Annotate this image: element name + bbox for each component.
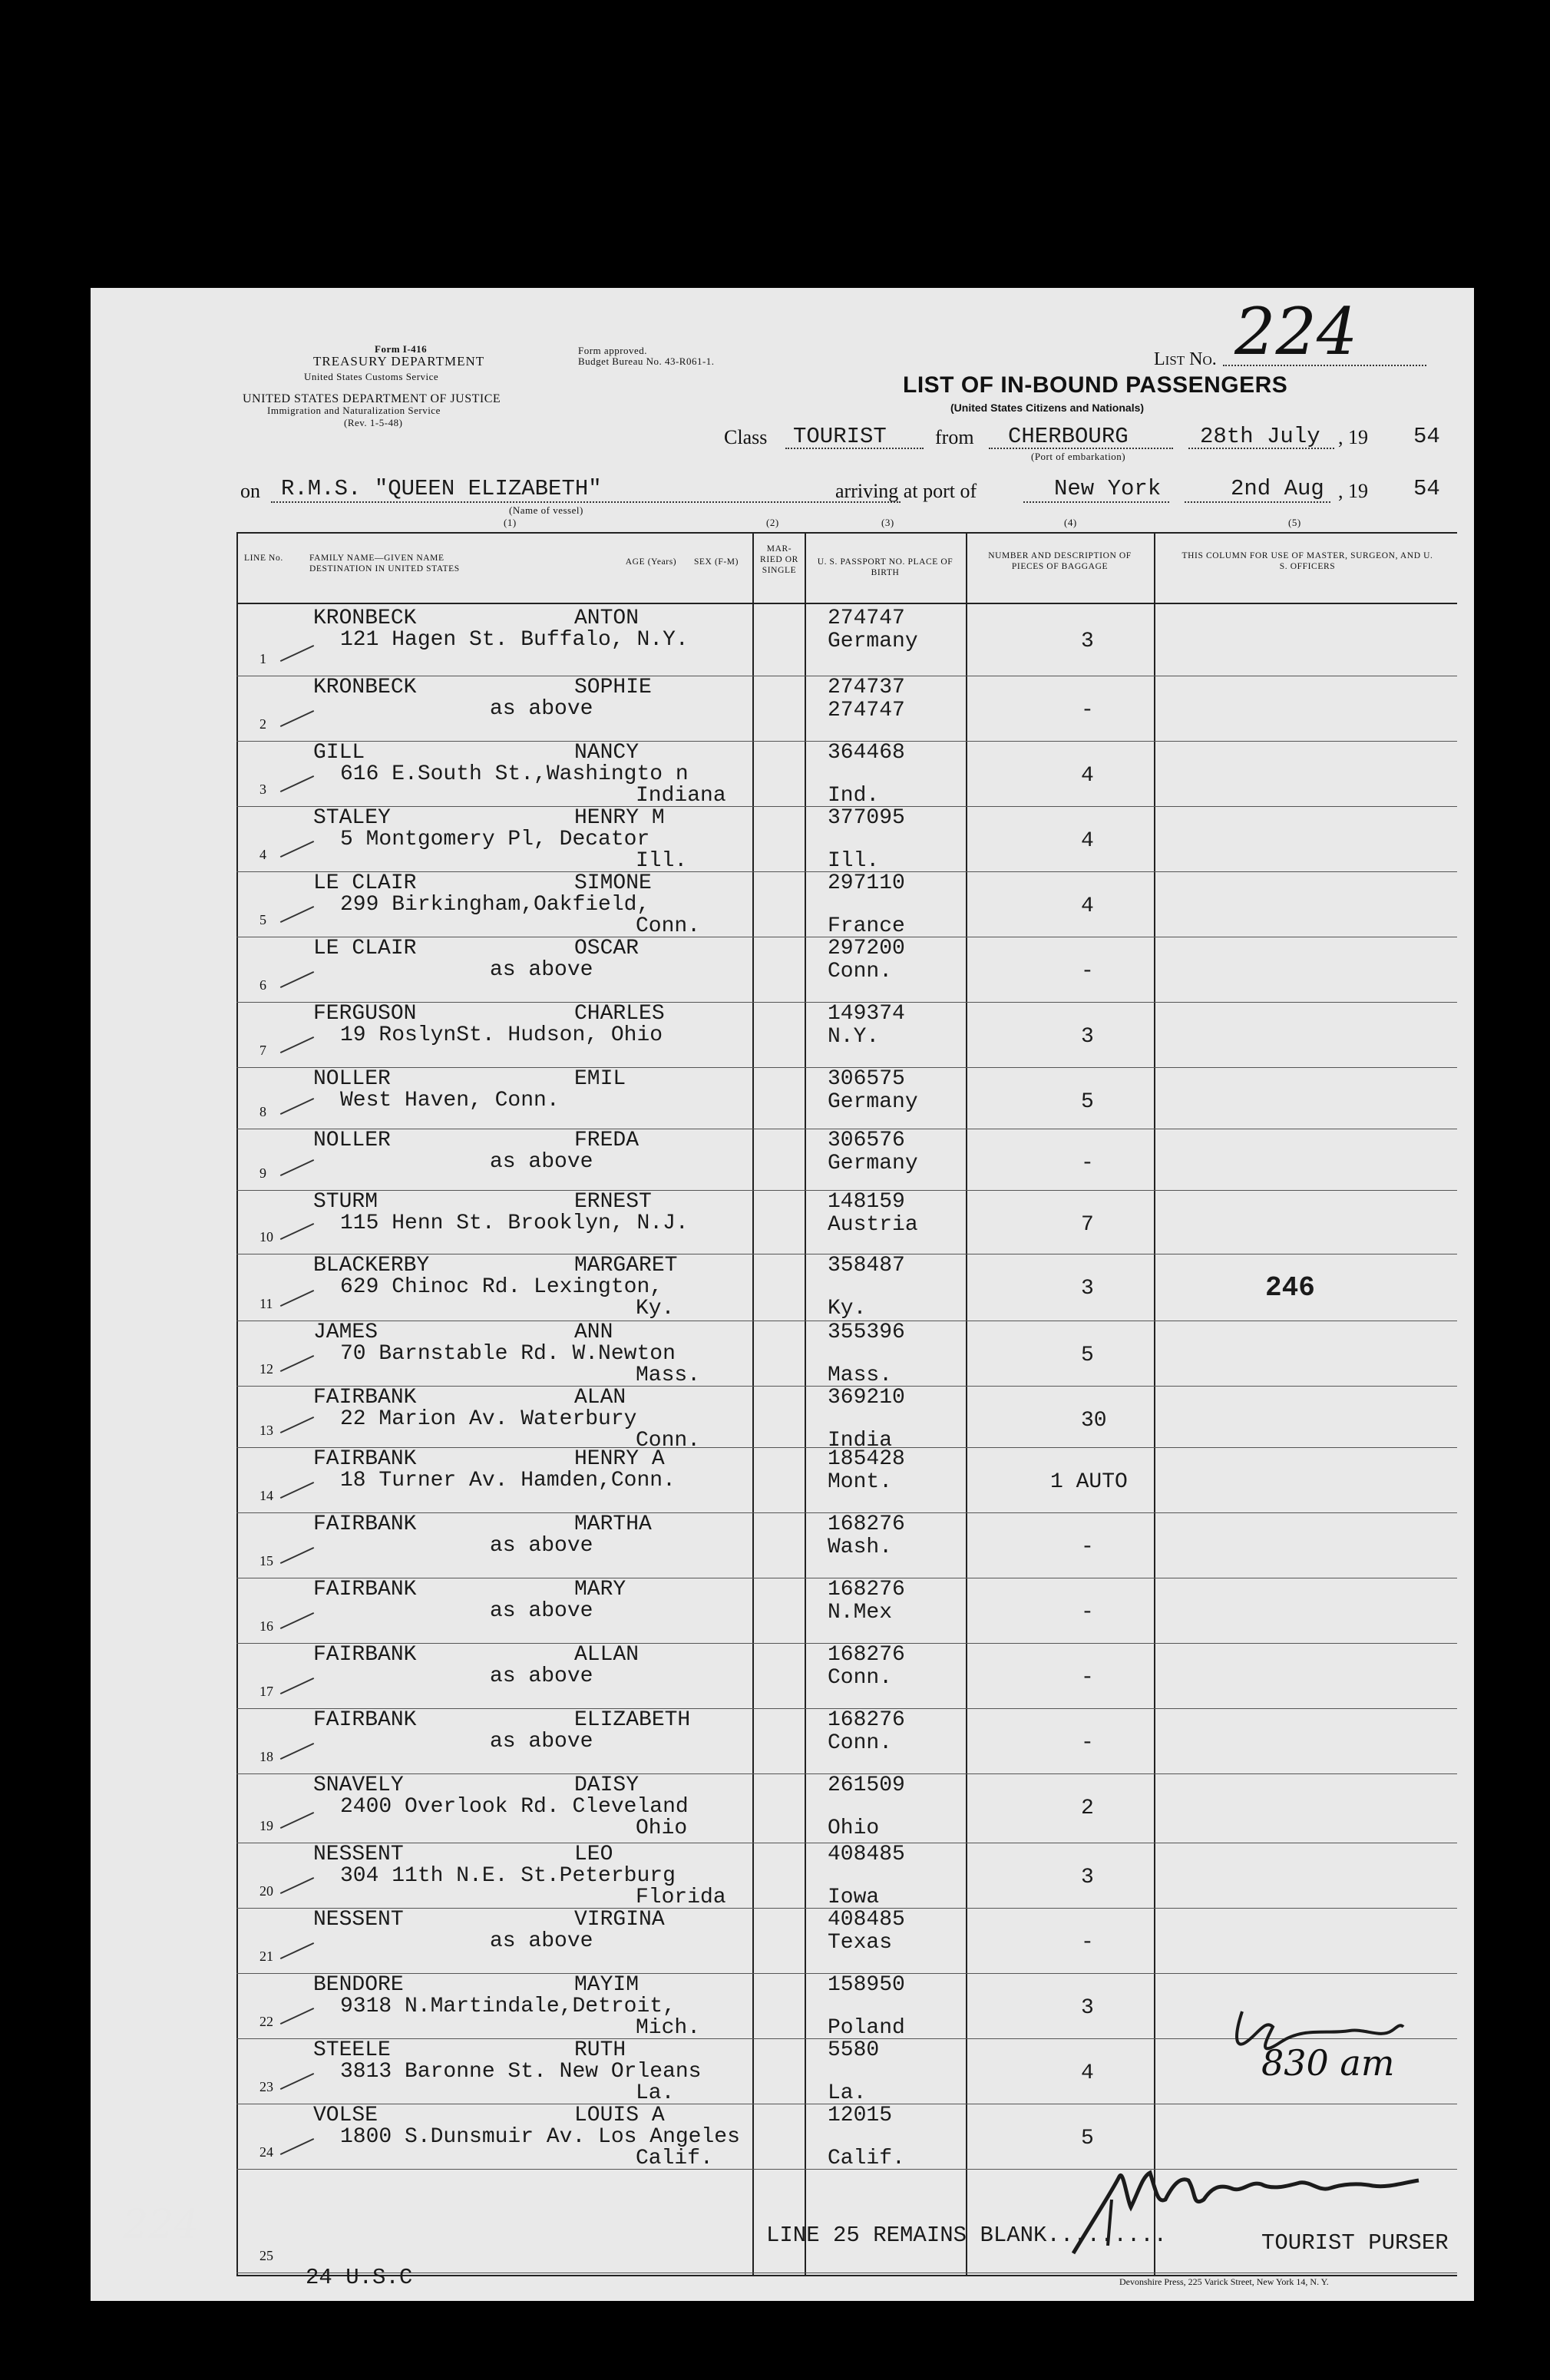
table-row [236, 1190, 1457, 1254]
place-of-birth: Mont. [828, 1470, 893, 1494]
passport-number: 168276 [828, 1708, 905, 1732]
baggage-count: 3 [1081, 1866, 1094, 1889]
col-num-2: (2) [766, 517, 779, 528]
check-mark [280, 1547, 314, 1564]
line-number: 7 [259, 1043, 266, 1058]
class-label: Class [724, 426, 768, 448]
baggage-count: 5 [1081, 2127, 1094, 2150]
check-mark [280, 971, 314, 988]
destination: 121 Hagen St. Buffalo, N.Y. [340, 628, 689, 652]
header-sex: SEX (F-M) [693, 557, 739, 567]
passport-number: 274747 [828, 607, 905, 630]
destination: 5 Montgomery Pl, Decator [340, 828, 650, 851]
given-name: MARGARET [574, 1254, 678, 1278]
check-mark [280, 1355, 314, 1372]
check-mark [280, 2008, 314, 2025]
given-name: RUTH [574, 2038, 626, 2062]
given-name: ANTON [574, 607, 639, 630]
line-number: 10 [259, 1229, 273, 1245]
passport-number: 377095 [828, 806, 905, 830]
table-row [236, 1386, 1457, 1453]
passport-number: 364468 [828, 741, 905, 765]
place-of-birth: Austria [828, 1213, 918, 1237]
place-of-birth: Conn. [828, 1731, 893, 1755]
arrival-year-prefix: , 19 [1338, 480, 1368, 502]
line-number: 24 [259, 2144, 273, 2160]
place-of-birth: N.Mex [828, 1601, 893, 1625]
destination: 629 Chinoc Rd. Lexington, [340, 1275, 663, 1299]
family-name: STALEY [313, 806, 391, 830]
col-num-4: (4) [1064, 517, 1077, 528]
dept-treasury: TREASURY DEPARTMENT [313, 354, 485, 369]
family-name: BLACKERBY [313, 1254, 430, 1278]
check-mark [280, 645, 314, 662]
given-name: MAYIM [574, 1973, 639, 1997]
dept-justice-sub: Immigration and Naturalization Service [267, 405, 441, 416]
check-mark [280, 1877, 314, 1894]
baggage-count: 4 [1081, 894, 1094, 918]
family-name: LE CLAIR [313, 871, 417, 895]
table-row [236, 1512, 1457, 1578]
destination: 1800 S.Dunsmuir Av. Los Angeles [340, 2125, 740, 2149]
given-name: FREDA [574, 1129, 639, 1152]
family-name: FAIRBANK [313, 1708, 417, 1732]
check-mark [280, 1678, 314, 1694]
from-label: from [935, 426, 974, 448]
from-line [989, 448, 1173, 449]
from-value: CHERBOURG [1008, 424, 1129, 449]
place-of-birth: Ohio [828, 1816, 880, 1840]
place-of-birth: Texas [828, 1931, 893, 1955]
officer-note: 246 [1265, 1272, 1315, 1304]
given-name: HENRY A [574, 1447, 665, 1471]
line-number: 22 [259, 2014, 273, 2029]
passport-number: 168276 [828, 1578, 905, 1602]
line-number: 23 [259, 2079, 273, 2094]
place-of-birth: Poland [828, 2016, 905, 2040]
destination: 3813 Baronne St. New Orleans [340, 2060, 702, 2084]
destination: as above [490, 1664, 593, 1688]
destination: 22 Marion Av. Waterbury [340, 1407, 637, 1431]
given-name: NANCY [574, 741, 639, 765]
family-name: NESSENT [313, 1843, 404, 1866]
statute-reference: 24 U.S.C [306, 2265, 413, 2290]
passport-number: 168276 [828, 1643, 905, 1667]
baggage-count: - [1081, 960, 1094, 983]
line-number: 16 [259, 1618, 273, 1634]
line-number: 20 [259, 1883, 273, 1899]
port-note: (Port of embarkation) [1031, 451, 1126, 462]
baggage-count: 1 AUTO [1050, 1470, 1128, 1494]
baggage-count: 5 [1081, 1090, 1094, 1114]
family-name: JAMES [313, 1321, 378, 1344]
line-number: 19 [259, 1818, 273, 1833]
departure-year: 54 [1413, 424, 1440, 449]
header-destination: DESTINATION IN UNITED STATES [309, 564, 460, 574]
purser-signature [1066, 2146, 1465, 2265]
passport-number: 369210 [828, 1386, 905, 1410]
given-name: LEO [574, 1843, 613, 1866]
given-name: MARTHA [574, 1512, 652, 1536]
passport-number: 306575 [828, 1067, 905, 1091]
place-of-birth: 274747 [828, 699, 905, 722]
line-number: 21 [259, 1949, 273, 1964]
margin-list-number: 224 [123, 2202, 200, 2248]
place-of-birth: Calif. [828, 2147, 905, 2170]
place-of-birth: Germany [828, 1090, 918, 1114]
family-name: NESSENT [313, 1908, 404, 1932]
baggage-count: - [1081, 1666, 1094, 1690]
check-mark [280, 1098, 314, 1115]
arriving-label: arriving at port of [835, 480, 977, 502]
line-number: 25 [259, 2248, 273, 2263]
departure-date: 28th July [1200, 424, 1320, 449]
line-number: 13 [259, 1423, 273, 1438]
destination-state: Ky. [636, 1297, 675, 1321]
table-row [236, 1708, 1457, 1774]
departure-year-prefix: , 19 [1338, 426, 1368, 448]
list-no-value: 224 [1234, 294, 1358, 369]
check-mark [280, 1290, 314, 1307]
baggage-count: 3 [1081, 1025, 1094, 1049]
place-of-birth: Conn. [828, 1666, 893, 1690]
baggage-count: 4 [1081, 764, 1094, 788]
line-number: 6 [259, 977, 266, 993]
baggage-count: - [1081, 1535, 1094, 1559]
place-of-birth: N.Y. [828, 1025, 880, 1049]
remains-blank-note: LINE 25 REMAINS BLANK......... [766, 2223, 1168, 2248]
given-name: ELIZABETH [574, 1708, 691, 1732]
passport-number: 149374 [828, 1002, 905, 1026]
class-value: TOURIST [793, 424, 887, 449]
table-row [236, 1321, 1457, 1387]
budget-bureau: Budget Bureau No. 43-R061-1. [578, 355, 715, 367]
destination-state: Conn. [636, 1429, 701, 1453]
col-num-3: (3) [881, 517, 894, 528]
line-number: 18 [259, 1749, 273, 1764]
family-name: GILL [313, 741, 365, 765]
line-number: 11 [259, 1296, 273, 1311]
header-married: MAR-RIED OR SINGLE [760, 544, 798, 575]
family-name: STURM [313, 1190, 378, 1214]
line-number: 1 [259, 651, 266, 666]
table-row [236, 1643, 1457, 1709]
place-of-birth: Iowa [828, 1886, 880, 1909]
baggage-count: - [1081, 1152, 1094, 1175]
place-of-birth: Ind. [828, 784, 880, 808]
header-officers: THIS COLUMN FOR USE OF MASTER, SURGEON, AND U. S. OFFICERS [1182, 551, 1433, 571]
line-number: 2 [259, 716, 266, 732]
manifest-page [91, 288, 1474, 2301]
given-name: MARY [574, 1578, 626, 1602]
destination: as above [490, 697, 593, 721]
destination: 9318 N.Martindale,Detroit, [340, 1995, 676, 2018]
vessel-line [271, 501, 901, 503]
passport-number: 185428 [828, 1447, 905, 1471]
check-mark [280, 775, 314, 792]
table-row [236, 1578, 1457, 1644]
given-name: OSCAR [574, 937, 639, 960]
baggage-count: 30 [1081, 1409, 1107, 1433]
header-age: AGE (Years) [625, 557, 677, 567]
passport-number: 306576 [828, 1129, 905, 1152]
arrival-port-line [1023, 501, 1169, 503]
destination-state: Mass. [636, 1364, 701, 1387]
family-name: FERGUSON [313, 1002, 417, 1026]
line-number: 8 [259, 1104, 266, 1119]
destination-state: Florida [636, 1886, 726, 1909]
family-name: VOLSE [313, 2104, 378, 2127]
purser-label: TOURIST PURSER [1261, 2230, 1449, 2256]
check-mark [280, 1612, 314, 1629]
check-mark [280, 1482, 314, 1499]
given-name: ALLAN [574, 1643, 639, 1667]
destination-state: Indiana [636, 784, 726, 808]
place-of-birth: Ill. [828, 849, 880, 873]
destination: 19 RoslynSt. Hudson, Ohio [340, 1023, 663, 1047]
header-family-name: FAMILY NAME—GIVEN NAME [309, 554, 445, 563]
family-name: NOLLER [313, 1067, 391, 1091]
destination: 2400 Overlook Rd. Cleveland [340, 1795, 689, 1819]
given-name: EMIL [574, 1067, 626, 1091]
check-mark [280, 1159, 314, 1176]
place-of-birth: Ky. [828, 1297, 867, 1321]
given-name: SOPHIE [574, 676, 652, 699]
place-of-birth: Germany [828, 630, 918, 653]
family-name: FAIRBANK [313, 1512, 417, 1536]
family-name: FAIRBANK [313, 1578, 417, 1602]
passport-number: 5580 [828, 2038, 880, 2062]
table-row [236, 1843, 1457, 1909]
passport-number: 12015 [828, 2104, 893, 2127]
table-row [236, 1773, 1457, 1843]
family-name: FAIRBANK [313, 1643, 417, 1667]
vessel-name: R.M.S. "QUEEN ELIZABETH" [281, 476, 602, 501]
destination: as above [490, 1599, 593, 1623]
page-title: LIST OF IN-BOUND PASSENGERS [903, 372, 1288, 398]
given-name: LOUIS A [574, 2104, 665, 2127]
table-row [236, 741, 1457, 807]
destination: West Haven, Conn. [340, 1089, 560, 1112]
place-of-birth: La. [828, 2081, 867, 2105]
form-number: Form I-416 [375, 343, 428, 355]
destination-state: Conn. [636, 914, 701, 938]
baggage-count: 3 [1081, 1996, 1094, 2020]
passport-number: 148159 [828, 1190, 905, 1214]
printer-credit: Devonshire Press, 225 Varick Street, New York 14, N. Y. [1119, 2276, 1329, 2287]
family-name: STEELE [313, 2038, 391, 2062]
passport-number: 358487 [828, 1254, 905, 1278]
baggage-count: - [1081, 1731, 1094, 1755]
given-name: ALAN [574, 1386, 626, 1410]
destination-state: Ill. [636, 849, 688, 873]
stamp-time-note: 830 am [1261, 2042, 1395, 2084]
check-mark [280, 1812, 314, 1829]
passport-number: 408485 [828, 1843, 905, 1866]
table-row [236, 806, 1457, 872]
passport-number: 408485 [828, 1908, 905, 1932]
baggage-count: - [1081, 1931, 1094, 1955]
destination-state: Ohio [636, 1816, 688, 1840]
passport-number: 158950 [828, 1973, 905, 1997]
baggage-count: 2 [1081, 1797, 1094, 1820]
passport-number: 261509 [828, 1773, 905, 1797]
family-name: LE CLAIR [313, 937, 417, 960]
dept-treasury-sub: United States Customs Service [304, 371, 439, 382]
vessel-note: (Name of vessel) [509, 504, 583, 516]
destination: 299 Birkingham,Oakfield, [340, 893, 650, 917]
destination: 115 Henn St. Brooklyn, N.J. [340, 1211, 689, 1235]
passport-number: 168276 [828, 1512, 905, 1536]
destination-state: Calif. [636, 2147, 713, 2170]
line-number: 17 [259, 1684, 273, 1699]
line-number: 9 [259, 1165, 266, 1181]
check-mark [280, 2138, 314, 2155]
place-of-birth: Germany [828, 1152, 918, 1175]
arrival-date: 2nd Aug [1231, 476, 1324, 501]
header-baggage: NUMBER AND DESCRIPTION OF PIECES OF BAGGAGE [988, 551, 1132, 571]
table-row [236, 607, 1457, 676]
destination: as above [490, 958, 593, 982]
destination: 70 Barnstable Rd. W.Newton [340, 1342, 676, 1366]
baggage-count: 4 [1081, 2061, 1094, 2085]
destination: as above [490, 1929, 593, 1953]
baggage-count: 7 [1081, 1213, 1094, 1237]
place-of-birth: Conn. [828, 960, 893, 983]
baggage-count: 3 [1081, 1277, 1094, 1301]
baggage-count: - [1081, 699, 1094, 722]
passport-number: 274737 [828, 676, 905, 699]
line-number: 15 [259, 1553, 273, 1568]
family-name: KRONBECK [313, 607, 417, 630]
destination: 304 11th N.E. St.Peterburg [340, 1864, 676, 1888]
check-mark [280, 906, 314, 923]
place-of-birth: India [828, 1429, 893, 1453]
passport-number: 297110 [828, 871, 905, 895]
baggage-count: 4 [1081, 829, 1094, 853]
family-name: KRONBECK [313, 676, 417, 699]
check-mark [280, 1416, 314, 1433]
given-name: ERNEST [574, 1190, 652, 1214]
page-subtitle: (United States Citizens and Nationals) [950, 402, 1145, 414]
check-mark [280, 2073, 314, 2090]
family-name: FAIRBANK [313, 1386, 417, 1410]
family-name: NOLLER [313, 1129, 391, 1152]
baggage-count: 5 [1081, 1344, 1094, 1367]
baggage-count: 3 [1081, 630, 1094, 653]
on-label: on [240, 480, 260, 502]
header-passport: U. S. PASSPORT NO. PLACE OF BIRTH [817, 557, 953, 577]
line-number: 4 [259, 847, 266, 862]
dept-justice: UNITED STATES DEPARTMENT OF JUSTICE [243, 392, 501, 405]
table-row [236, 1129, 1457, 1191]
check-mark [280, 1743, 314, 1760]
header-bottom-rule [236, 603, 1457, 604]
destination: 18 Turner Av. Hamden,Conn. [340, 1469, 676, 1492]
check-mark [280, 710, 314, 727]
class-line [785, 448, 924, 449]
col-num-1: (1) [504, 517, 517, 528]
check-mark [280, 841, 314, 858]
destination-state: La. [636, 2081, 675, 2105]
passport-number: 297200 [828, 937, 905, 960]
destination: as above [490, 1730, 593, 1754]
table-row [236, 937, 1457, 1003]
table-row [236, 676, 1457, 742]
check-mark [280, 1223, 314, 1240]
table-row [236, 1447, 1457, 1513]
table-row [236, 1002, 1457, 1068]
line-number: 14 [259, 1488, 273, 1503]
table-row [236, 1067, 1457, 1129]
col-num-5: (5) [1288, 517, 1301, 528]
list-no-label: List No. [1154, 349, 1217, 369]
check-mark [280, 1942, 314, 1959]
form-approved: Form approved. [578, 345, 648, 356]
place-of-birth: Wash. [828, 1535, 893, 1559]
departure-date-line [1188, 448, 1334, 449]
arrival-port: New York [1054, 476, 1162, 501]
place-of-birth: France [828, 914, 905, 938]
table-row [236, 1908, 1457, 1974]
destination-state: Mich. [636, 2016, 701, 2040]
line-number: 12 [259, 1361, 273, 1377]
given-name: VIRGINA [574, 1908, 665, 1932]
family-name: BENDORE [313, 1973, 404, 1997]
check-mark [280, 1036, 314, 1053]
destination: as above [490, 1534, 593, 1558]
table-top-rule [236, 532, 1457, 534]
given-name: DAISY [574, 1773, 639, 1797]
given-name: HENRY M [574, 806, 665, 830]
destination: 616 E.South St.,Washingto n [340, 762, 689, 786]
family-name: SNAVELY [313, 1773, 404, 1797]
place-of-birth: Mass. [828, 1364, 893, 1387]
given-name: ANN [574, 1321, 613, 1344]
header-line-no: LINE No. [244, 554, 283, 563]
family-name: FAIRBANK [313, 1447, 417, 1471]
arrival-date-line [1185, 501, 1330, 503]
given-name: SIMONE [574, 871, 652, 895]
passport-number: 355396 [828, 1321, 905, 1344]
given-name: CHARLES [574, 1002, 665, 1026]
table-row [236, 871, 1457, 937]
line-number: 3 [259, 782, 266, 797]
baggage-count: - [1081, 1601, 1094, 1625]
arrival-year: 54 [1413, 476, 1440, 501]
form-revision: (Rev. 1-5-48) [344, 417, 403, 428]
destination: as above [490, 1150, 593, 1174]
line-number: 5 [259, 912, 266, 927]
